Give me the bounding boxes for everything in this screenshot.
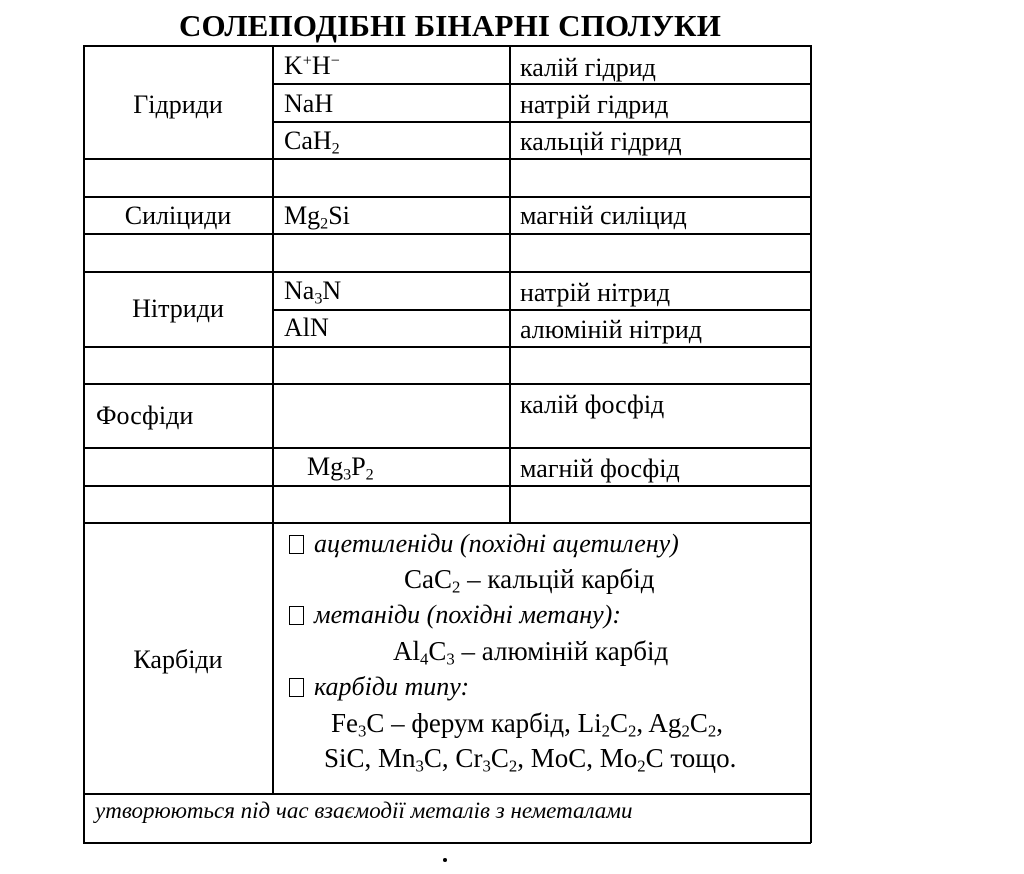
compound-name: натрій гідрид <box>520 90 669 119</box>
row-divider <box>83 196 811 198</box>
carbide-example: $Fe_3C$ – ферум карбід, $Li_2C_2$, $Ag_2C_2$, <box>331 708 723 741</box>
category-silicides: Силіциди <box>124 201 232 230</box>
formula-cell: $Mg_2Si$ <box>284 201 350 233</box>
row-divider <box>83 485 811 487</box>
table-border-right <box>810 45 812 843</box>
compound-name: калій фосфід <box>520 390 665 419</box>
page-title: СОЛЕПОДІБНІ БІНАРНІ СПОЛУКИ <box>178 8 722 43</box>
table-border-top <box>83 45 811 47</box>
category-carbides: Карбіди <box>133 645 223 674</box>
row-divider <box>272 309 811 311</box>
compound-name: калій гідрид <box>520 53 656 82</box>
row-divider <box>83 346 811 348</box>
checkbox-icon <box>289 606 304 625</box>
carbide-example: $Al_4C_3$ – алюміній карбід <box>393 636 669 669</box>
row-divider <box>272 83 811 85</box>
formula-cell: $Mg_3P_2$ <box>307 452 374 484</box>
category-nitrides: Нітриди <box>132 294 224 323</box>
table-footer-note: утворюються під час взаємодії металів з неметалами <box>95 798 633 823</box>
column-divider <box>509 45 511 523</box>
formula-cell: $Na_3N$ <box>284 276 342 308</box>
carbide-example: SiC, $Mn_3C$, $Cr_3C_2$, MoC, $Mo_2C$ тощо. <box>324 743 737 776</box>
row-divider <box>83 383 811 385</box>
row-divider <box>83 271 811 273</box>
compound-name: натрій нітрид <box>520 278 671 307</box>
row-divider <box>272 121 811 123</box>
formula-cell: K+H− <box>284 51 340 80</box>
row-divider <box>83 522 811 524</box>
checkbox-icon <box>289 535 304 554</box>
row-divider <box>83 233 811 235</box>
checkbox-icon <box>289 678 304 697</box>
column-divider <box>272 45 274 794</box>
row-divider <box>83 793 811 795</box>
binary-compounds-table <box>83 45 811 843</box>
compound-name: магній фосфід <box>520 454 680 483</box>
row-divider <box>83 447 811 449</box>
category-phosphides: Фосфіди <box>96 401 194 430</box>
compound-name: магній силіцид <box>520 201 687 230</box>
carbide-group-heading: метаніди (похідні метану): <box>289 600 621 630</box>
compound-name: алюміній нітрид <box>520 315 703 344</box>
compound-name: кальцій гідрид <box>520 127 682 156</box>
formula-cell: AlN <box>284 313 329 342</box>
trailing-dot: . <box>443 858 447 862</box>
formula-cell: CaH$_2$ <box>284 126 340 158</box>
carbide-group-heading: ацетиленіди (похідні ацетилену) <box>289 529 679 559</box>
carbide-group-heading: карбіди типу: <box>289 672 469 702</box>
row-divider <box>83 158 811 160</box>
category-hydrides: Гідриди <box>133 90 223 119</box>
formula-cell: NaH <box>284 89 334 118</box>
table-border-left <box>83 45 85 843</box>
table-border-bottom <box>83 842 811 844</box>
carbide-example: CaC$_2$ – кальцій карбід <box>404 564 655 597</box>
